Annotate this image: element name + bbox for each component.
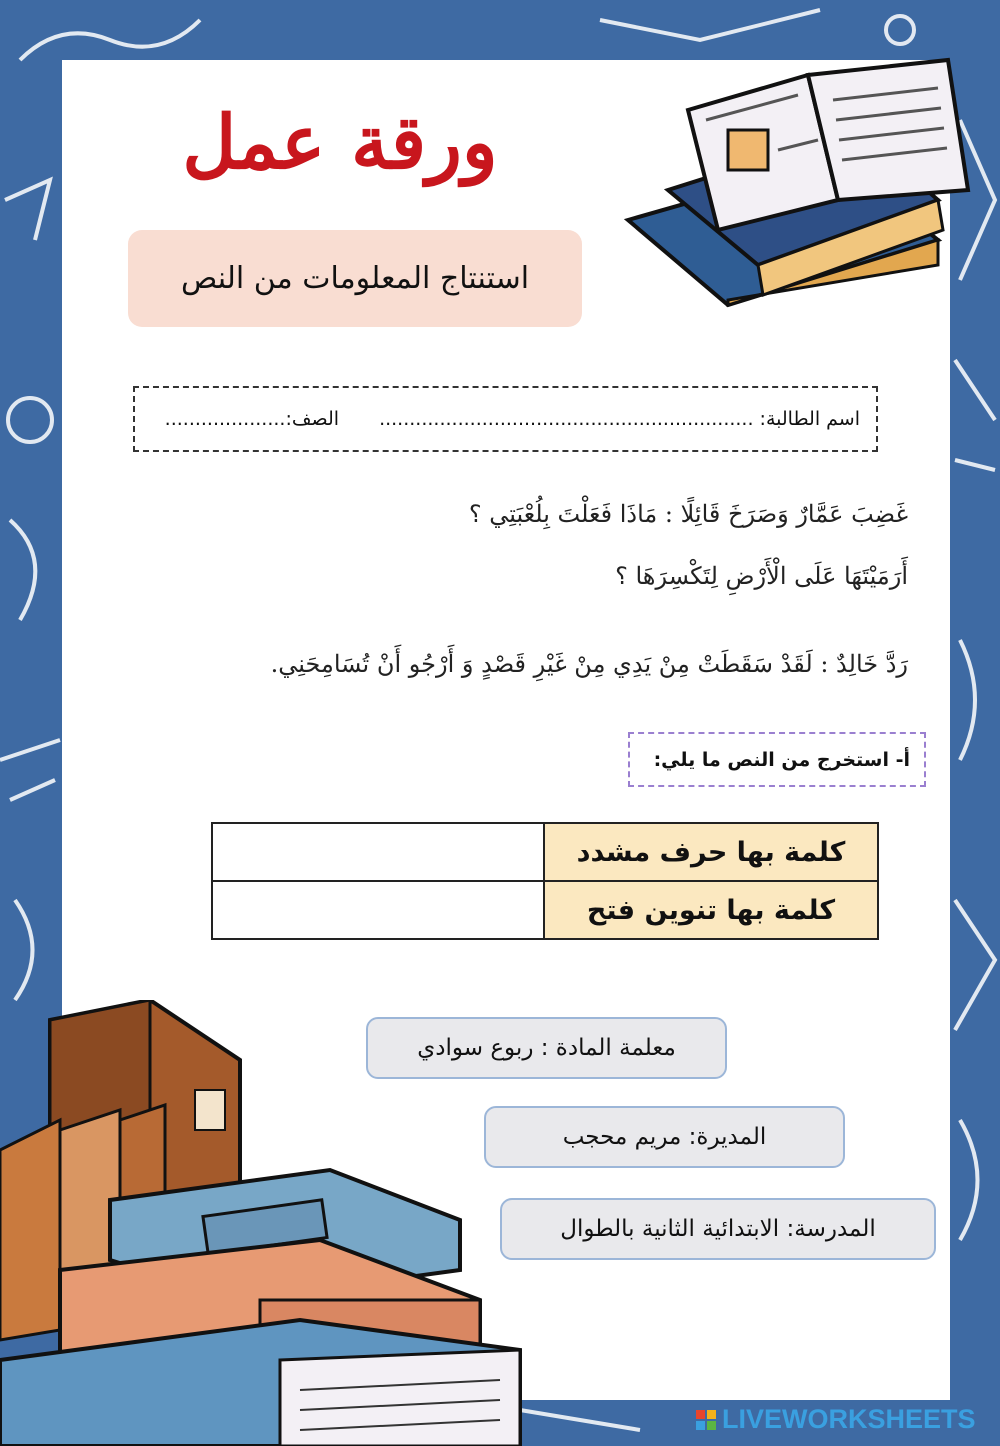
row-label: كلمة بها حرف مشدد [544, 823, 878, 881]
liveworksheets-icon [696, 1410, 716, 1430]
open-book-illustration [608, 50, 978, 310]
table-row [212, 881, 878, 939]
principal-label: المديرة: مريم محجب [484, 1106, 845, 1168]
answer-table [211, 822, 879, 940]
teacher-label: معلمة المادة : ربوع سوادي [366, 1017, 727, 1079]
table-row [212, 823, 878, 881]
student-name-field[interactable]: اسم الطالبة: .............................................................. [379, 408, 860, 430]
row-label: كلمة بها تنوين فتح [544, 881, 878, 939]
watermark-logo [696, 1404, 976, 1435]
lesson-subtitle: استنتاج المعلومات من النص [128, 230, 582, 327]
answer-cell[interactable] [212, 881, 544, 939]
passage-line-2: أَرَمَيْتَهَا عَلَى الْأَرْضِ لِتَكْسِرَهَا ؟ [615, 562, 908, 590]
passage-line-3: رَدَّ خَالِدٌ : لَقَدْ سَقَطَتْ مِنْ يَدِي مِنْ غَيْرِ قَصْدٍ وَ أَرْجُو أَنْ تُسَامِحَنِي. [270, 650, 908, 678]
page-title: ورقة عمل [182, 100, 498, 186]
passage-line-1: غَضِبَ عَمَّارٌ وَصَرَخَ قَائِلًا : مَاذَا فَعَلْتَ بِلُعْبَتِي ؟ [468, 500, 908, 528]
student-info-box [133, 386, 878, 452]
class-field[interactable]: الصف:.................... [164, 408, 340, 430]
school-label: المدرسة: الابتدائية الثانية بالطوال [500, 1198, 936, 1260]
instruction-box: أ- استخرج من النص ما يلي: [628, 732, 926, 787]
watermark-text: LIVEWORKSHEETS [722, 1404, 976, 1434]
answer-cell[interactable] [212, 823, 544, 881]
